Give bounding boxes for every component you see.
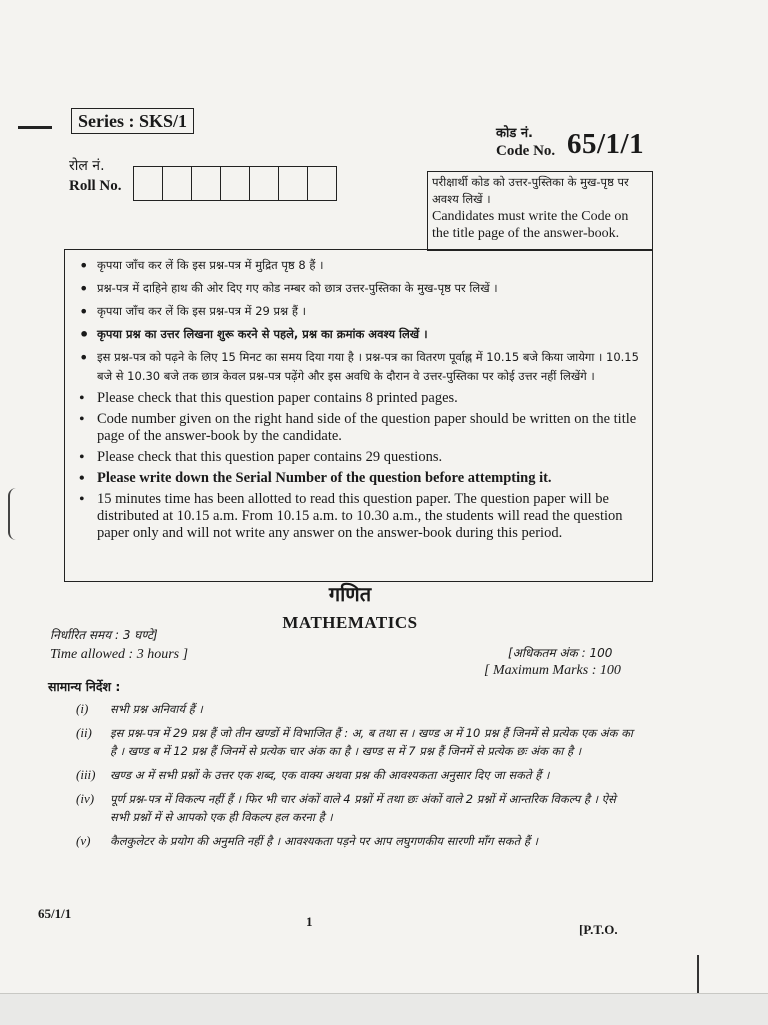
roll-label-english: Roll No.	[69, 178, 122, 194]
code-label-english: Code No.	[496, 143, 556, 159]
instruction-item: • इस प्रश्न-पत्र को पढ़ने के लिए 15 मिनट का समय दिया गया है । प्रश्न-पत्र का वितरण पूर्वाह्न में 10.15 बजे किया जायेगा । 10.15 बजे से 10.30 बजे तक छात्र केवल प्रश्न-पत्र पढ़ेंगे और इस अवधि के दौरान वे उत्तर-पुस्तिका पर कोई उत्तर नहीं लिखेंगे ।	[77, 348, 642, 386]
general-instruction	[76, 790, 636, 826]
page-number: 1	[306, 914, 313, 929]
general-instructions-list	[76, 700, 636, 856]
roll-digit-box[interactable]	[250, 167, 279, 200]
instruction-item: • Please check that this question paper contains 29 questions.	[77, 449, 642, 466]
code-note-english: Candidates must write the Code on the title page of the answer-book.	[432, 209, 629, 241]
roll-digit-box[interactable]	[308, 167, 336, 200]
code-note-box	[427, 171, 653, 251]
instruction-item: • Please write down the Serial Number of the question before attempting it.	[77, 470, 642, 487]
instruction-number: (ii)	[76, 725, 92, 740]
instruction-item: • Code number given on the right hand side of the question paper should be written on the title page of the answer-book by the candidate.	[77, 411, 642, 445]
roll-digit-box[interactable]	[134, 167, 163, 200]
pto-label: [P.T.O.	[579, 922, 618, 937]
general-instruction	[76, 832, 636, 850]
page-edge	[0, 993, 768, 1025]
roll-label-hindi: रोल नं.	[69, 158, 105, 174]
instruction-item: • Please check that this question paper contains 8 printed pages.	[77, 390, 642, 407]
time-allowed-hindi: निर्धारित समय : 3 घण्टे]	[50, 628, 158, 642]
instruction-number: (v)	[76, 833, 91, 848]
instruction-text: कैलकुलेटर के प्रयोग की अनुमति नहीं है । आवश्यकता पड़ने पर आप लघुगणकीय सारणी माँग सकते हैं ।	[110, 834, 538, 848]
instruction-item: • कृपया जाँच कर लें कि इस प्रश्न-पत्र में मुद्रित पृष्ठ 8 हैं ।	[77, 256, 642, 275]
roll-digit-box[interactable]	[163, 167, 192, 200]
instructions-hindi	[77, 256, 642, 386]
margin-bracket	[8, 488, 18, 540]
code-note-hindi: परीक्षार्थी कोड को उत्तर-पुस्तिका के मुख-पृष्ठ पर अवश्य लिखें ।	[432, 175, 629, 206]
footer-code: 65/1/1	[38, 906, 72, 921]
general-instructions-title: सामान्य निर्देश :	[48, 679, 121, 694]
general-instruction	[76, 700, 636, 718]
roll-number-boxes	[133, 166, 337, 201]
code-number: 65/1/1	[567, 128, 645, 160]
instruction-text: पूर्ण प्रश्न-पत्र में विकल्प नहीं हैं । फिर भी चार अंकों वाले 4 प्रश्नों में तथा छः अंकों वाले 2 प्रश्नों में आन्तरिक विकल्प है । ऐसे सभी प्रश्नों में से आपको एक ही विकल्प हल करना है ।	[110, 792, 616, 824]
instructions-box	[64, 249, 653, 582]
instruction-item: • प्रश्न-पत्र में दाहिने हाथ की ओर दिए गए कोड नम्बर को छात्र उत्तर-पुस्तिका के मुख-पृष्ठ पर लिखें ।	[77, 279, 642, 298]
max-marks-english: [ Maximum Marks : 100	[484, 663, 621, 678]
margin-dash	[18, 126, 52, 129]
instruction-text: इस प्रश्न-पत्र में 29 प्रश्न हैं जो तीन खण्डों में विभाजित हैं : अ, ब तथा स । खण्ड अ में 10 प्रश्न हैं जिनमें से प्रत्येक एक अंक का है । खण्ड ब में 12 प्रश्न हैं जिनमें से प्रत्येक चार अंक का है । खण्ड स में 7 प्रश्न हैं जिनमें से प्रत्येक छः अंक का है ।	[110, 726, 633, 758]
series-label: Series : SKS/1	[71, 108, 194, 134]
roll-digit-box[interactable]	[192, 167, 221, 200]
instruction-number: (iv)	[76, 791, 95, 806]
instructions-english	[77, 390, 642, 542]
subject-title-english: MATHEMATICS	[282, 613, 418, 632]
instruction-text: सभी प्रश्न अनिवार्य हैं ।	[110, 702, 203, 716]
instruction-number: (iii)	[76, 767, 96, 782]
instruction-item: • 15 minutes time has been allotted to read this question paper. The question paper will be distributed at 10.15 a.m. From 10.15 a.m. to 10.30 a.m., the students will read the question paper only and will not write any answer on the answer-book during this period.	[77, 491, 642, 542]
general-instruction	[76, 724, 636, 760]
instruction-number: (i)	[76, 701, 89, 716]
margin-tick	[697, 955, 699, 993]
general-instruction	[76, 766, 636, 784]
subject-title-hindi: गणित	[328, 582, 372, 606]
instruction-text: खण्ड अ में सभी प्रश्नों के उत्तर एक शब्द, एक वाक्य अथवा प्रश्न की आवश्यकता अनुसार दिए जा सकते हैं ।	[110, 768, 550, 782]
max-marks-hindi: [अधिकतम अंक : 100	[508, 646, 613, 660]
code-label-hindi: कोड नं.	[496, 126, 533, 141]
roll-digit-box[interactable]	[221, 167, 250, 200]
instruction-item: • कृपया जाँच कर लें कि इस प्रश्न-पत्र में 29 प्रश्न हैं ।	[77, 302, 642, 321]
instruction-item: • कृपया प्रश्न का उत्तर लिखना शुरू करने से पहले, प्रश्न का क्रमांक अवश्य लिखें ।	[77, 325, 642, 344]
roll-digit-box[interactable]	[279, 167, 308, 200]
time-allowed-english: Time allowed : 3 hours ]	[50, 647, 189, 662]
